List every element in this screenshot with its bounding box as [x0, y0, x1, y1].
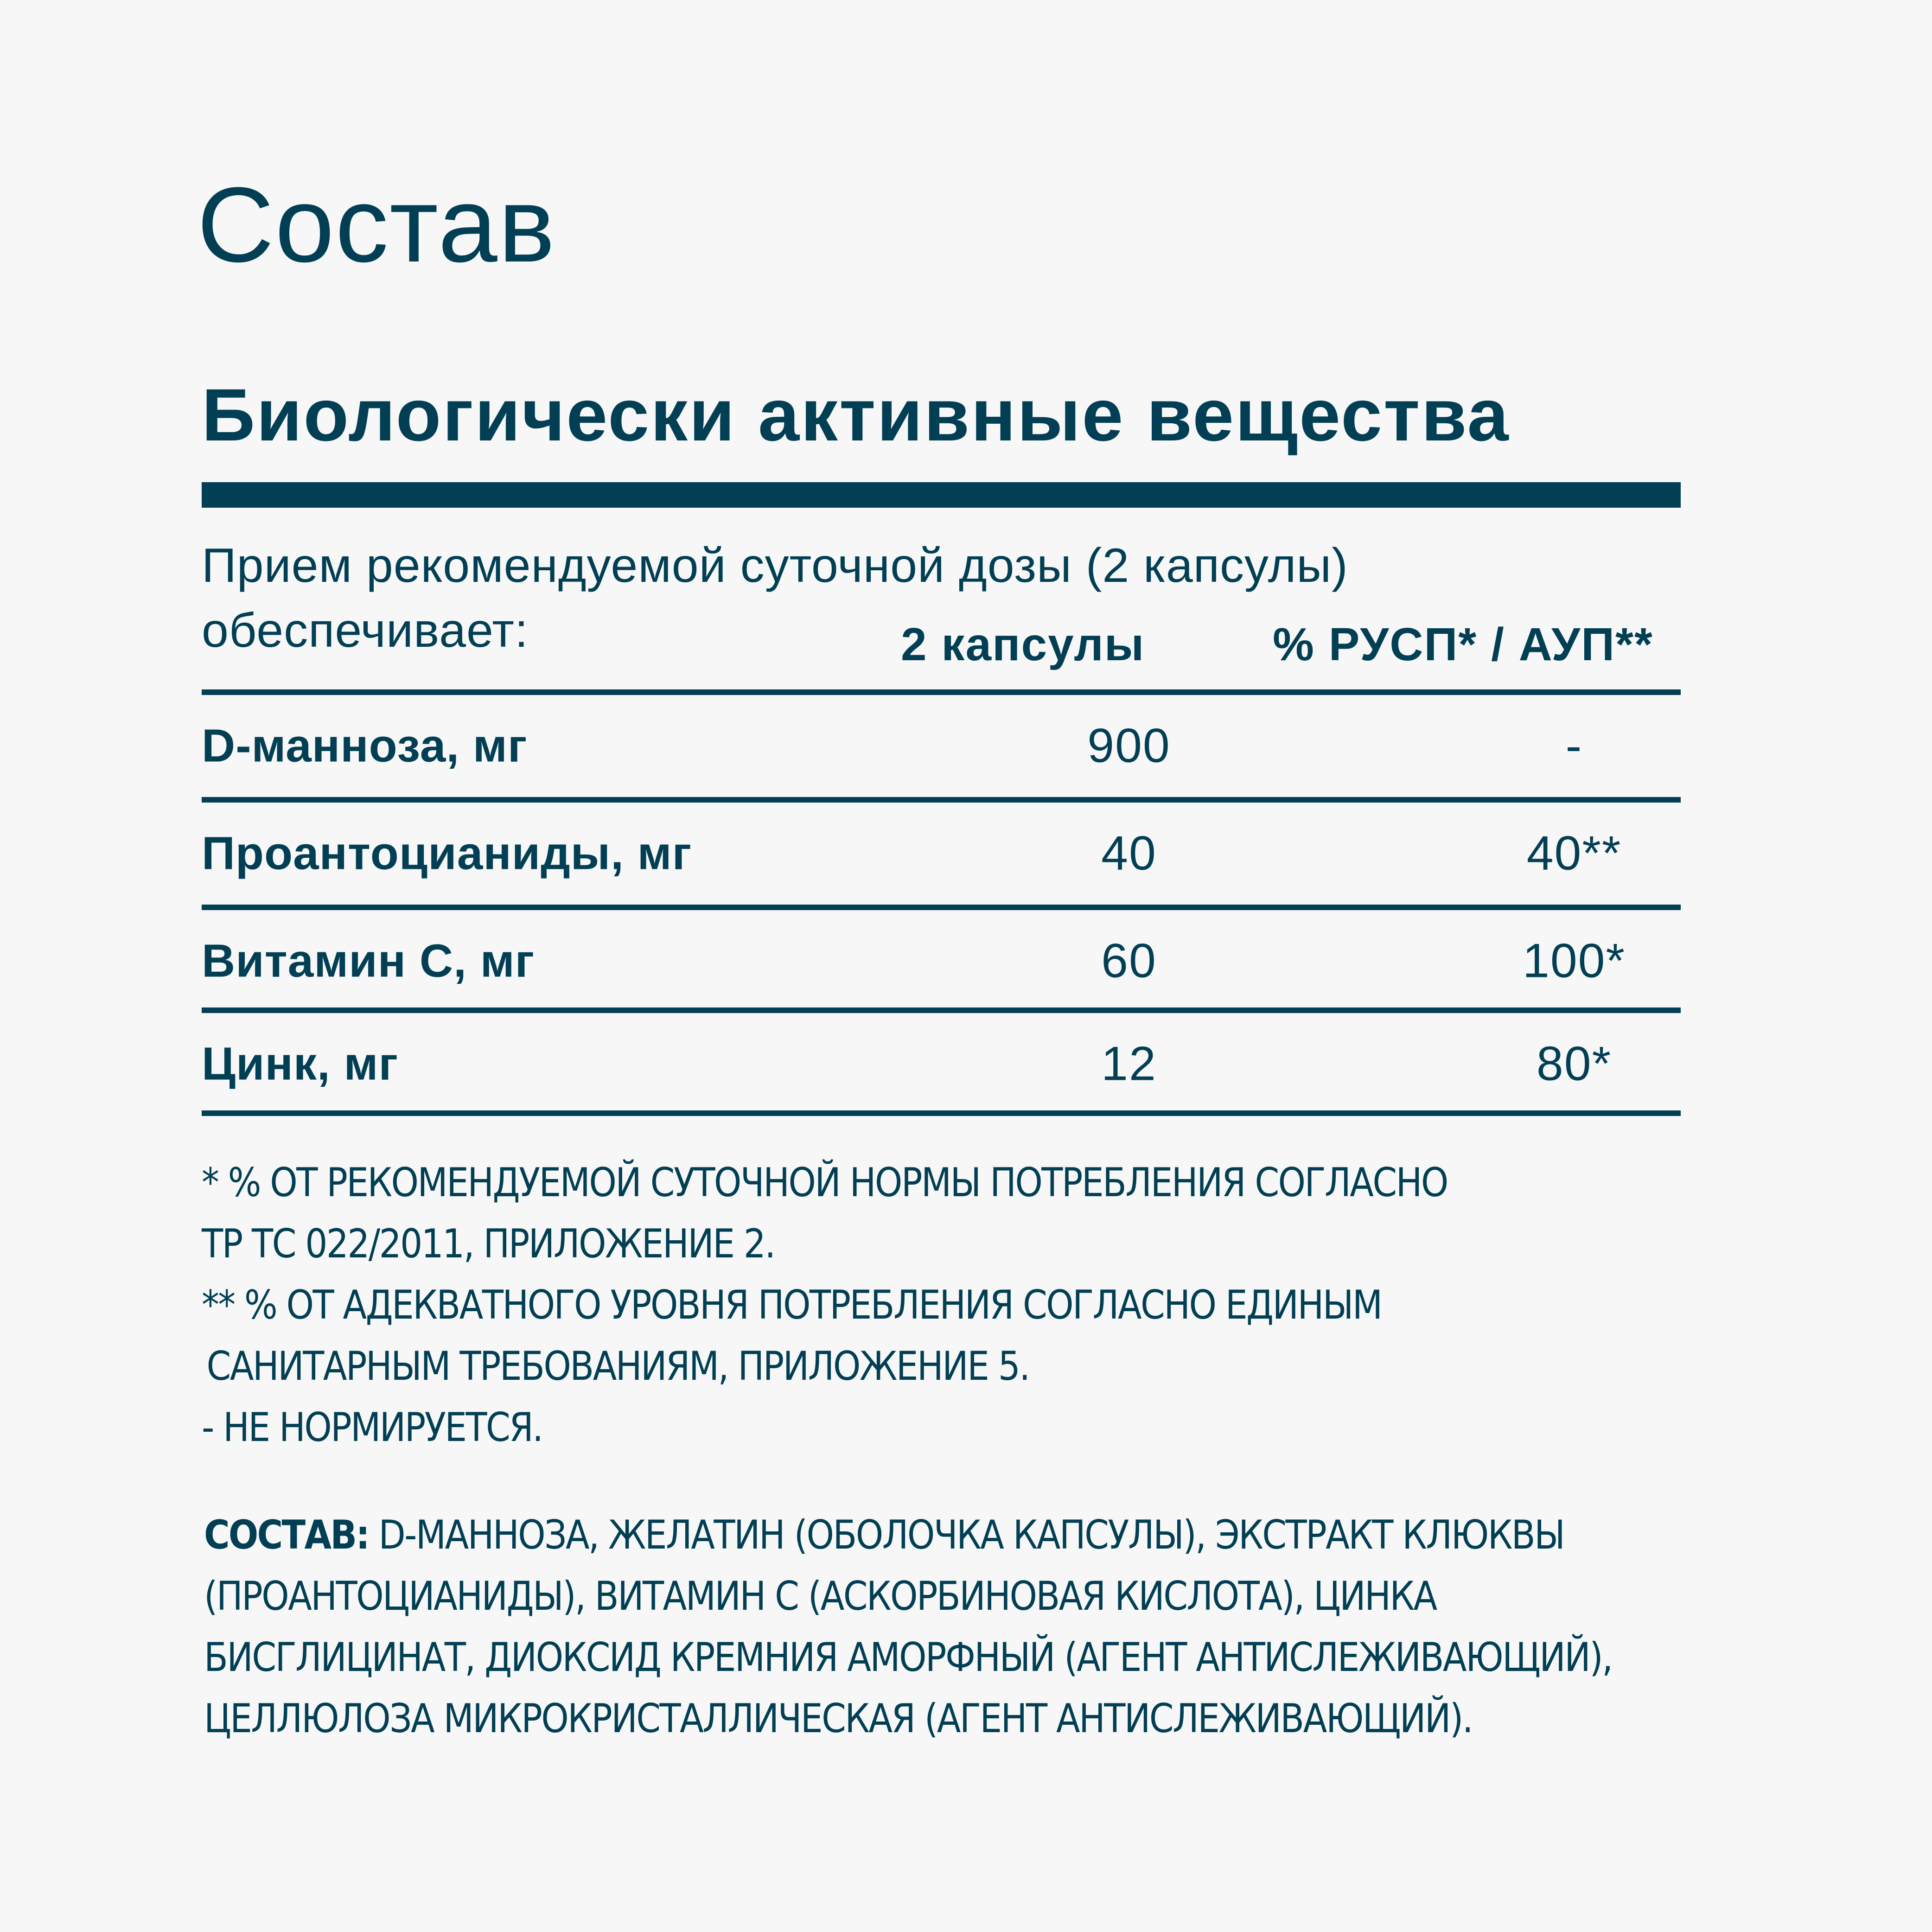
- table-divider: [202, 797, 1681, 803]
- nutrient-name: Проантоцианиды, мг: [202, 827, 692, 880]
- nutrient-percent: 80*: [1536, 1037, 1612, 1091]
- column-header-percent: % РУСП* / АУП**: [1273, 618, 1653, 670]
- table-row: [202, 695, 1681, 797]
- footnote: * % ОТ РЕКОМЕНДУЕМОЙ СУТОЧНОЙ НОРМЫ ПОТРЕБЛЕНИЯ СОГЛАСНО: [202, 1160, 1447, 1206]
- nutrient-quantity: 12: [1101, 1037, 1157, 1091]
- section-title: Биологически активные вещества: [202, 373, 1510, 456]
- nutrient-quantity: 40: [1101, 826, 1157, 880]
- footnote: САНИТАРНЫМ ТРЕБОВАНИЯМ, ПРИЛОЖЕНИЕ 5.: [206, 1343, 1029, 1390]
- nutrient-percent: 100*: [1523, 934, 1626, 988]
- nutrient-quantity: 60: [1101, 934, 1157, 988]
- nutrient-percent: 40**: [1526, 826, 1622, 880]
- nutrient-name: Витамин С, мг: [202, 935, 535, 987]
- footnote: - НЕ НОРМИРУЕТСЯ.: [202, 1404, 542, 1451]
- table-row: [202, 803, 1681, 905]
- nutrient-quantity: 900: [1087, 719, 1171, 773]
- composition-text: БИСГЛИЦИНАТ, ДИОКСИД КРЕМНИЯ АМОРФНЫЙ (АГЕНТ АНТИСЛЕЖИВАЮЩИЙ),: [204, 1634, 1612, 1681]
- composition-text: (ПРОАНТОЦИАНИДЫ), ВИТАМИН С (АСКОРБИНОВАЯ КИСЛОТА), ЦИНКА: [204, 1573, 1436, 1620]
- footnote: ТР ТС 022/2011, ПРИЛОЖЕНИЕ 2.: [202, 1221, 775, 1267]
- intro-line: Прием рекомендуемой суточной дозы (2 капсулы): [202, 539, 1348, 593]
- nutrient-name: D-манноза, мг: [202, 720, 528, 772]
- page-title: Состав: [197, 165, 556, 284]
- nutrient-name: Цинк, мг: [202, 1038, 399, 1090]
- composition-text: D-МАННОЗА, ЖЕЛАТИН (ОБОЛОЧКА КАПСУЛЫ), ЭКСТРАКТ КЛЮКВЫ: [369, 1512, 1564, 1558]
- nutrient-percent: -: [1565, 719, 1583, 773]
- table-divider: [202, 905, 1681, 910]
- table-divider: [202, 689, 1681, 695]
- footnote: ** % ОТ АДЕКВАТНОГО УРОВНЯ ПОТРЕБЛЕНИЯ СОГЛАСНО ЕДИНЫМ: [202, 1282, 1382, 1328]
- composition-label: СОСТАВ:: [204, 1512, 369, 1558]
- table-row: [202, 910, 1681, 1012]
- intro-line: обеспечивает:: [202, 604, 529, 657]
- footnotes: [202, 1152, 1528, 1458]
- header-divider: [202, 482, 1681, 508]
- composition: [204, 1505, 1754, 1749]
- column-header-quantity: 2 капсулы: [901, 618, 1145, 670]
- table-divider: [202, 1110, 1681, 1116]
- table-divider: [202, 1007, 1681, 1013]
- table-row: [202, 1013, 1681, 1115]
- composition-text: ЦЕЛЛЮЛОЗА МИКРОКРИСТАЛЛИЧЕСКАЯ (АГЕНТ АНТИСЛЕЖИВАЮЩИЙ).: [204, 1696, 1473, 1742]
